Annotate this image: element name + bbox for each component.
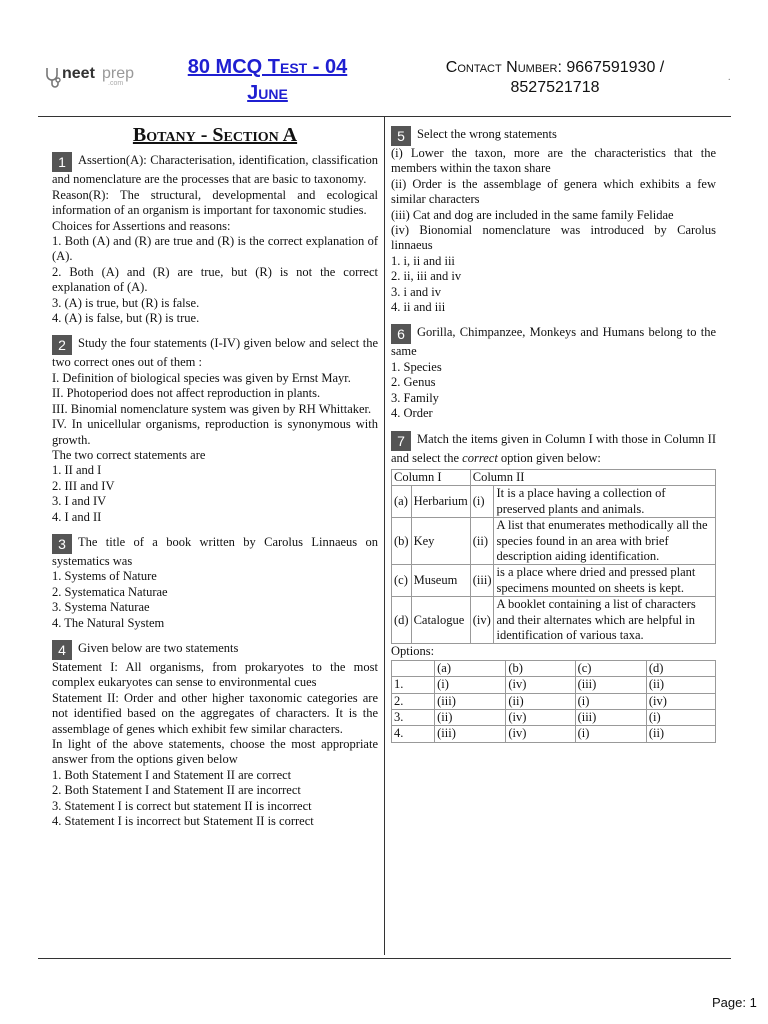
options-cell: (ii) bbox=[646, 726, 715, 742]
match-description: A booklet containing a list of characters and their alternates which are helpful in identification of various taxa. bbox=[494, 597, 716, 644]
q4-option: 3. Statement I is correct but statement II is incorrect bbox=[52, 798, 312, 813]
q5-option: 1. i, ii and iii bbox=[391, 253, 455, 268]
options-cell: (i) bbox=[575, 726, 646, 742]
q2-statement: II. Photoperiod does not affect reproduction in plants. bbox=[52, 386, 321, 401]
match-letter: (a) bbox=[392, 486, 412, 518]
match-roman: (iv) bbox=[470, 597, 494, 644]
q5-text: Select the wrong statements bbox=[417, 127, 557, 141]
q7-text-before: Match the items given in Column I with those in Column II and select the bbox=[391, 431, 716, 465]
options-cell: (iii) bbox=[435, 693, 506, 709]
options-cell: 3. bbox=[392, 710, 435, 726]
logo-prep: prep bbox=[102, 65, 135, 82]
question-number: 3 bbox=[52, 534, 72, 554]
options-cell: (iii) bbox=[435, 726, 506, 742]
q1-assertion: Assertion(A): Characterisation, identification, classification and nomenclature are the processes that are basic to taxonomy. bbox=[52, 153, 378, 187]
options-cell: (iii) bbox=[575, 677, 646, 693]
test-title-line1: 80 MCQ Test - 04 bbox=[187, 56, 348, 78]
match-item: Key bbox=[411, 518, 470, 565]
options-row bbox=[392, 677, 716, 693]
question-7 bbox=[391, 431, 716, 466]
match-description: It is a place having a collection of preserved plants and animals. bbox=[494, 486, 716, 518]
q4-prompt: In light of the above statements, choose the most appropriate answer from the options given below bbox=[52, 737, 378, 767]
column-divider bbox=[384, 117, 385, 955]
q2-option: 1. II and I bbox=[52, 463, 102, 478]
q2-option: 4. I and II bbox=[52, 509, 102, 524]
options-cell: (iv) bbox=[506, 710, 575, 726]
match-description: A list that enumerates methodically all the species found in an area with brief description aiding identification. bbox=[494, 518, 716, 565]
q5-option: 4. ii and iii bbox=[391, 300, 446, 315]
options-cell: 1. bbox=[392, 677, 435, 693]
q7-options-label: Options: bbox=[391, 644, 435, 659]
test-title-line2: June bbox=[247, 82, 288, 104]
options-cell: (iv) bbox=[506, 726, 575, 742]
match-row bbox=[392, 518, 716, 565]
q4-option: 2. Both Statement I and Statement II are incorrect bbox=[52, 783, 301, 798]
match-letter: (d) bbox=[392, 597, 412, 644]
options-header-cell: (a) bbox=[435, 660, 506, 676]
question-number: 5 bbox=[391, 126, 411, 146]
q5-statement: (i) Lower the taxon, more are the characteristics that the members within the taxon share bbox=[391, 146, 716, 176]
q7-text-emphasis: correct bbox=[462, 450, 498, 465]
question-2 bbox=[52, 335, 378, 524]
match-letter: (b) bbox=[392, 518, 412, 565]
logo-neet: neet bbox=[62, 65, 95, 82]
match-roman: (iii) bbox=[470, 565, 494, 597]
options-header-cell: (b) bbox=[506, 660, 575, 676]
question-3 bbox=[52, 534, 378, 631]
q1-option: 4. (A) is false, but (R) is true. bbox=[52, 311, 200, 326]
options-header-cell: (c) bbox=[575, 660, 646, 676]
q4-option: 1. Both Statement I and Statement II are correct bbox=[52, 767, 292, 782]
q2-option: 3. I and IV bbox=[52, 494, 107, 509]
q2-text: Study the four statements (I-IV) given below and select the two correct ones out of them : bbox=[52, 336, 378, 370]
q6-option: 3. Family bbox=[391, 390, 439, 405]
q3-option: 1. Systems of Nature bbox=[52, 569, 157, 584]
question-number: 7 bbox=[391, 431, 411, 451]
q5-statement: (ii) Order is the assemblage of genera which exhibits a few similar characters bbox=[391, 176, 716, 207]
options-cell: (ii) bbox=[646, 677, 715, 693]
contact-info bbox=[410, 58, 700, 98]
contact-value1: 9667591930 / bbox=[566, 59, 665, 76]
bottom-divider bbox=[38, 958, 731, 959]
neetprep-logo bbox=[44, 64, 144, 92]
test-title bbox=[160, 54, 375, 106]
options-row bbox=[392, 710, 716, 726]
section-title: Botany - Section A bbox=[132, 124, 298, 146]
q3-text: The title of a book written by Carolus Linnaeus on systematics was bbox=[52, 534, 378, 568]
q1-reason: Reason(R): The structural, developmental and ecological information of an organism is important for taxonomic studies. bbox=[52, 187, 378, 218]
match-roman: (i) bbox=[470, 486, 494, 518]
options-row bbox=[392, 726, 716, 742]
stethoscope-icon bbox=[44, 66, 62, 88]
options-cell: (i) bbox=[575, 693, 646, 709]
q2-statement: III. Binomial nomenclature system was given by RH Whittaker. bbox=[52, 401, 372, 416]
q3-option: 3. Systema Naturae bbox=[52, 600, 150, 615]
column-ii-header: Column II bbox=[470, 469, 715, 485]
question-number: 2 bbox=[52, 335, 72, 355]
q6-option: 2. Genus bbox=[391, 375, 436, 390]
q1-choices-intro: Choices for Assertions and reasons: bbox=[52, 218, 231, 233]
q7-text-after: option given below: bbox=[497, 450, 601, 465]
question-4 bbox=[52, 640, 378, 829]
q3-option: 2. Systematica Naturae bbox=[52, 584, 168, 599]
q1-option: 3. (A) is true, but (R) is false. bbox=[52, 295, 200, 310]
question-5 bbox=[391, 126, 716, 315]
q2-option: 2. III and IV bbox=[52, 478, 115, 493]
q4-statement-2: Statement II: Order and other higher taxonomic categories are not identified based on the aggregates of characters. It is the assemblage of genes which exhibit few similar characters. bbox=[52, 690, 378, 736]
q5-option: 3. i and iv bbox=[391, 284, 441, 299]
options-table bbox=[391, 660, 716, 743]
match-table bbox=[391, 469, 716, 644]
q6-option: 4. Order bbox=[391, 406, 433, 421]
question-number: 4 bbox=[52, 640, 72, 660]
options-cell: (i) bbox=[646, 710, 715, 726]
q2-prompt: The two correct statements are bbox=[52, 447, 206, 462]
q2-statement: IV. In unicellular organisms, reproduction is synonymous with growth. bbox=[52, 417, 378, 447]
options-header-cell bbox=[392, 660, 435, 676]
options-cell: 4. bbox=[392, 726, 435, 742]
q6-option: 1. Species bbox=[391, 359, 442, 374]
right-column bbox=[391, 126, 716, 743]
match-description: is a place where dried and pressed plant specimens mounted on sheets is kept. bbox=[494, 565, 716, 597]
q3-option: 4. The Natural System bbox=[52, 615, 165, 630]
match-row bbox=[392, 565, 716, 597]
column-i-header: Column I bbox=[392, 469, 471, 485]
match-letter: (c) bbox=[392, 565, 412, 597]
q4-text: Given below are two statements bbox=[78, 640, 239, 655]
q1-option: 2. Both (A) and (R) are true, but (R) is not the correct explanation of (A). bbox=[52, 264, 378, 295]
page-number: Page: 1 bbox=[712, 995, 757, 1010]
options-cell: (iii) bbox=[575, 710, 646, 726]
options-cell: 2. bbox=[392, 693, 435, 709]
q5-statement: (iii) Cat and dog are included in the same family Felidae bbox=[391, 207, 674, 222]
question-number: 6 bbox=[391, 324, 411, 344]
q5-statement: (iv) Bionomial nomenclature was introduced by Carolus linnaeus bbox=[391, 223, 716, 253]
options-header-cell: (d) bbox=[646, 660, 715, 676]
match-roman: (ii) bbox=[470, 518, 494, 565]
options-table-header bbox=[392, 660, 716, 676]
question-6 bbox=[391, 324, 716, 421]
match-table-header bbox=[392, 469, 716, 485]
match-item: Catalogue bbox=[411, 597, 470, 644]
options-cell: (ii) bbox=[435, 710, 506, 726]
contact-label: Contact Number: bbox=[445, 59, 562, 76]
question-number: 1 bbox=[52, 152, 72, 172]
match-row bbox=[392, 597, 716, 644]
match-item: Herbarium bbox=[411, 486, 470, 518]
q1-option: 1. Both (A) and (R) are true and (R) is the correct explanation of (A). bbox=[52, 234, 378, 264]
options-cell: (i) bbox=[435, 677, 506, 693]
header-dot: . bbox=[728, 72, 731, 83]
options-cell: (iv) bbox=[506, 677, 575, 693]
left-column bbox=[52, 124, 378, 829]
q2-statement: I. Definition of biological species was given by Ernst Mayr. bbox=[52, 370, 351, 385]
q6-text: Gorilla, Chimpanzee, Monkeys and Humans belong to the same bbox=[391, 325, 716, 359]
logo-sub: .com bbox=[108, 80, 124, 87]
question-1 bbox=[52, 152, 378, 326]
options-row bbox=[392, 693, 716, 709]
options-cell: (iv) bbox=[646, 693, 715, 709]
q4-option: 4. Statement I is incorrect but Statement II is correct bbox=[52, 814, 314, 829]
contact-value2: 8527521718 bbox=[510, 79, 600, 96]
options-cell: (ii) bbox=[506, 693, 575, 709]
q4-statement-1: Statement I: All organisms, from prokaryotes to the most complex eukaryotes can sense to environmental cues bbox=[52, 659, 378, 690]
match-row bbox=[392, 486, 716, 518]
match-item: Museum bbox=[411, 565, 470, 597]
q5-option: 2. ii, iii and iv bbox=[391, 269, 462, 284]
